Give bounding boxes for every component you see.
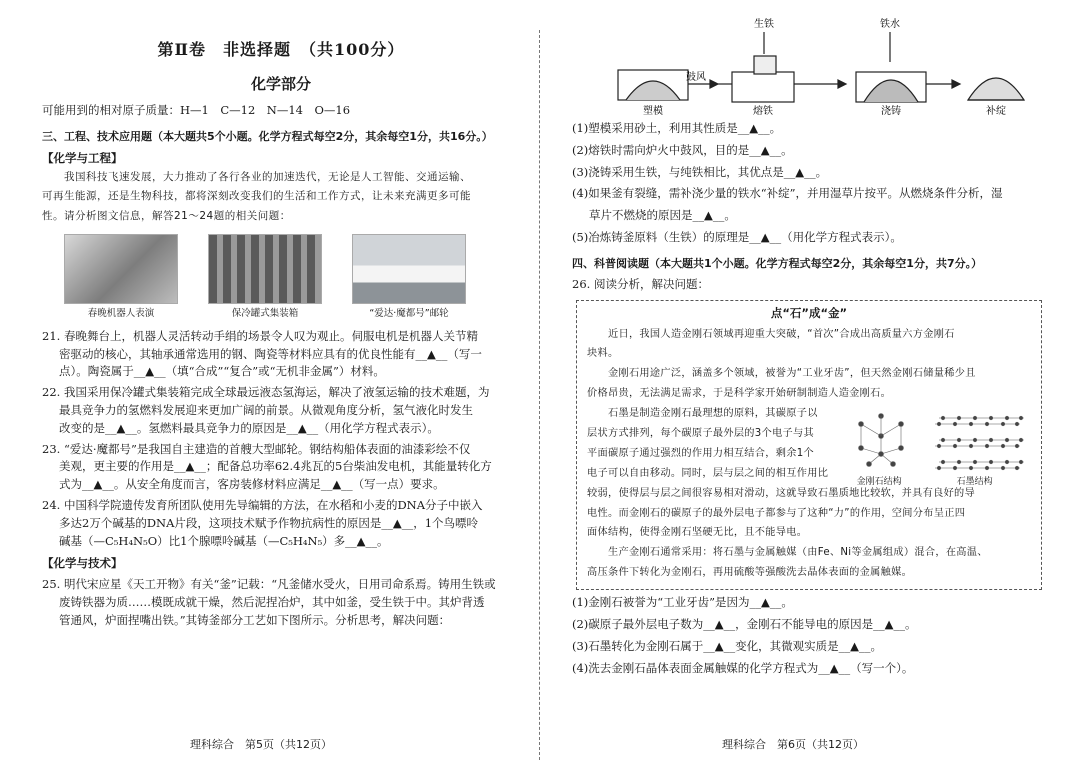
question-line: 24. 中国科学院遗传发育所团队使用先导编辑的方法，在水稻和小麦的DNA分子中嵌入 [42,498,483,513]
molten-iron-label: 铁水 [880,19,900,30]
question-21 [42,328,520,381]
q25-part-4: (4)如果釜有裂缝，需补浇少量的铁水“补绽”，并用湿草片按平。从燃烧条件分析，湿 [572,186,1003,201]
blow-label: 鼓风 [686,72,706,83]
reading-line: 近日，我国人造金刚石领域再迎重大突破，“首次”合成出高质量六方金刚石 [587,328,955,340]
reading-line: 电性。而金刚石的碳原子的最外层电子都参与了这种“力”的作用，空间分布呈正四 [587,507,966,519]
question-24 [42,497,520,550]
pour-cavity [864,80,918,102]
reading-line: 平面碳原子通过强烈的作用力相互结合，剩余1个 [587,447,815,459]
q26-part-2: (2)碳原子最外层电子数为__▲__，金刚石不能导电的原因是__▲__。 [572,616,917,631]
q25-part-4-cont: 草片不燃烧的原因是__▲__。 [589,208,736,223]
reading-line: 价格昂贵，无法满足需求，于是科学家开始研制制造人造金刚石。 [587,388,892,400]
reading-line: 层状方式排列，每个碳原子最外层的3个电子与其 [587,428,815,439]
reading-line: 金刚石用途广泛，涵盖多个领域，被誉为“工业牙齿”，但天然金刚石储量稀少且 [587,368,976,380]
photo-caption: 保冷罐式集装箱 [231,307,299,319]
intro-paragraph [42,168,520,226]
question-line: 改变的是__▲__。氢燃料最具竞争力的原因是__▲__（用化学方程式表示）。 [59,420,439,435]
page-divider [539,30,540,760]
question-22 [42,384,520,437]
diamond-structure-caption: 金刚石结构 [856,477,902,488]
chemistry-section-title: 化学部分 [250,74,311,93]
reading-line: 面体结构，使得金刚石坚硬无比，且不能导电。 [587,527,808,539]
reading-p3-rest [587,484,1031,544]
left-page [0,0,538,774]
reading-p1 [587,325,1031,365]
question-line: 密驱动的核心，其轴承通常选用的钢、陶瓷等材料应具有的优良性能有__▲__（写一 [59,346,482,361]
question-line: 点）。陶瓷属于__▲__（填“合成”“复合”或“无机非金属”）材料。 [59,364,385,379]
container-photo [208,234,322,304]
photo-container [208,234,322,322]
question-line: 23. “爱达·魔都号”是我国自主建造的首艘大型邮轮。钢结构船体表面的油漆彩绘不仅 [42,441,471,456]
stage-patch: 补绽 [986,106,1006,116]
question-line: 多达2万个碱基的DNA片段，这项技术赋予作物抗病性的原因是__▲__，1个鸟嘌呤 [59,515,479,530]
question-line: 最具竞争力的氢燃料发展迎来更加广阔的前景。从微观角度分析，氢气液化时发生 [59,402,473,417]
reading-p3-with-figures [587,404,1031,488]
question-line: 废铸铁器为质……模既成就干燥，然后泥捏冶炉，其中如釜，受生铁于中。其炉背透 [59,595,485,610]
furnace-body [732,72,794,102]
bracket-chem-technology: 【化学与技术】 [42,556,123,571]
casting-process-diagram [572,14,1050,116]
question-line: 25. 明代宋应星《天工开物》有关“釜”记载：“凡釜储水受火，日用司命系焉。铸用生铁或 [42,577,496,592]
atomic-mass-line: 可能用到的相对原子质量：H—1 C—12 N—14 O—16 [42,103,351,118]
arrow-1-head [710,80,718,88]
q26-part-4: (4)洗去金刚石晶体表面金属触媒的化学方程式为__▲__（写一个）。 [572,660,914,675]
reading-line: 高压条件下转化为金刚石，再用硫酸等强酸洗去晶体表面的金属触媒。 [587,567,913,579]
wok-shape [968,78,1024,100]
photo-cruise-ship [352,234,466,322]
photo-caption: “爱达·魔都号”邮轮 [369,307,449,319]
question-line: 21. 春晚舞台上，机器人灵活转动手绢的场景令人叹为观止。伺服电机是机器人关节精 [42,328,478,343]
photo-caption: 春晚机器人表演 [87,307,155,319]
q25-part-5: (5)冶炼铸釜原料（生铁）的原理是__▲__（用化学方程式表示）。 [572,230,902,245]
reading-p3-left [587,404,839,484]
footer-page-5: 理科综合 第5页（共12页） [190,738,332,751]
exam-part-title: 第Ⅱ卷 非选择题 （共100分） [157,40,405,59]
section-3-heading: 三、工程、技术应用题（本大题共5个小题。化学方程式每空2分，其余每空1分，共16分。） [42,129,493,143]
stage-mold: 塑模 [643,106,663,116]
reading-line: 生产金刚石通常采用：将石墨与金属触媒（由Fe、Ni等金属组成）混合，在高温、 [587,547,988,559]
intro-line: 我国科技飞速发展，大力推动了各行各业的加速迭代，无论是人工智能、交通运输、 [42,170,471,183]
question-line: 美观，更主要的作用是__▲__；配备总功率62.4兆瓦的5台柴油发电机，其能量转化方 [59,459,492,474]
graphite-structure-caption: 石墨结构 [956,477,993,488]
robot-photo [64,234,178,304]
reading-passage-box [576,300,1042,590]
section-4-heading: 四、科普阅读题（本大题共1个小题。化学方程式每空2分，其余每空1分，共7分。） [572,256,983,270]
photo-row [42,234,520,322]
q25-part-3: (3)浇铸采用生铁，与纯铁相比，其优点是__▲__。 [572,164,828,179]
question-26-stem: 26. 阅读分析，解决问题： [572,276,709,291]
right-page [542,0,1080,774]
q25-part-1: (1)塑模采用砂土，利用其性质是__▲__。 [572,121,782,135]
cruise-ship-photo [352,234,466,304]
bracket-chem-engineering: 【化学与工程】 [42,150,123,165]
question-25 [42,576,520,629]
question-line: 管通风，炉面捏嘴出铁。”其铸釜部分工艺如下图所示。分析思考，解决问题： [59,612,451,627]
question-line: 式为__▲__。从安全角度而言，客房装修材料应满足__▲__（写一点）要求。 [59,477,445,492]
reading-p4 [587,543,1031,583]
stage-melt: 熔铁 [753,106,773,116]
process-diagram-svg [572,14,1042,116]
mold-cavity [626,81,680,100]
q26-part-3: (3)石墨转化为金刚石属于__▲__变化，其微观实质是__▲__。 [572,638,882,653]
reading-p2 [587,364,1031,404]
intro-line: 性。请分析图文信息，解答21～24题的相关问题： [42,209,291,222]
question-line: 22. 我国采用保冷罐式集装箱完成全球最远液态氢海运，解决了液氢运输的技术难题，为 [42,385,490,400]
intro-line: 可再生能源，还是生物科技，都将深刻改变我们的生活和工作方式，让未来充满更多可能 [42,190,471,203]
reading-line: 块料。 [587,348,619,360]
crystal-structures [839,404,1031,488]
q26-part-1: (1)金刚石被誉为“工业牙齿”是因为__▲__。 [572,595,793,610]
question-23 [42,441,520,494]
reading-line: 石墨是制造金刚石最理想的原料，其碳原子以 [587,408,818,420]
q25-part-2: (2)熔铁时需向炉火中鼓风，目的是__▲__。 [572,142,793,157]
reading-title: 点“石”成“金” [770,305,848,320]
photo-robot-performance [64,234,178,322]
question-line: 碱基（—C₅H₄N₅O）比1个腺嘌呤碱基（—C₅H₄N₅）多__▲__。 [59,533,389,548]
reading-line: 电子可以自由移动。同时，层与层之间的相互作用比 [587,467,829,479]
footer-page-6: 理科综合 第6页（共12页） [722,738,864,751]
reading-line: 较弱，使得层与层之间很容易相对滑动，这就导致石墨质地比较软，并具有良好的导 [587,487,976,499]
stage-pour: 浇铸 [881,106,901,116]
iron-block [754,56,776,74]
arrow-3-head [952,80,960,88]
arrow-2-head [838,80,846,88]
pig-iron-label: 生铁 [754,19,774,30]
